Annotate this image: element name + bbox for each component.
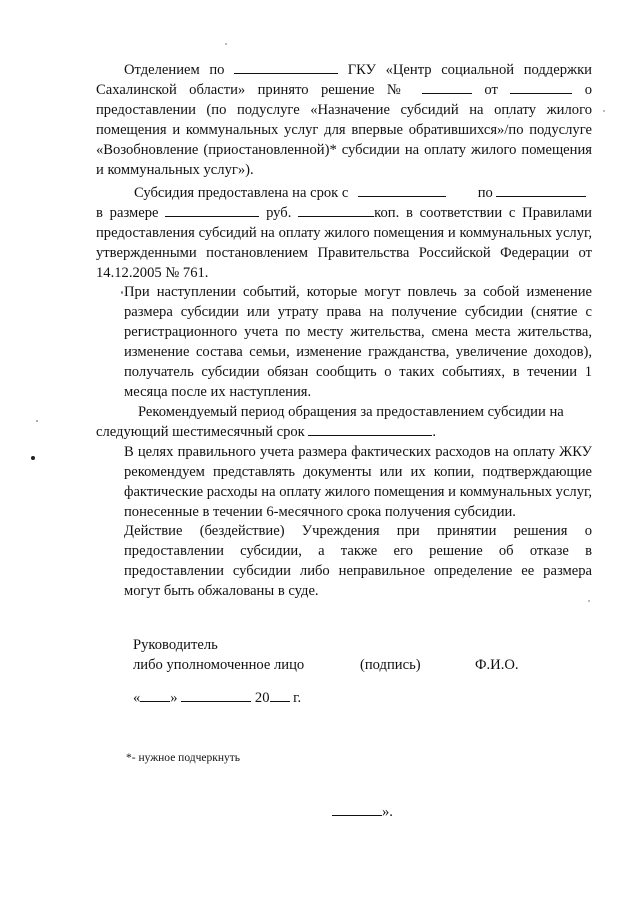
signatory-role	[133, 635, 304, 675]
subsidy-rules-text: предоставления субсидий на оплату жилого помещения и коммунальных услуг, утвержденными постановлением Правительства Российской Федерации от 14.12.2005 № 761.	[96, 225, 592, 281]
text-fragment: .	[432, 424, 437, 440]
quote-close: »	[170, 690, 178, 706]
role-line: либо уполномоченное лицо	[133, 657, 305, 673]
full-name-label: Ф.И.О.	[475, 657, 519, 673]
quote-open: «	[133, 690, 141, 706]
decision-date-blank	[510, 80, 572, 94]
text-fragment: коп. в соответствии с Правилами	[374, 205, 592, 221]
scan-speck	[588, 600, 590, 602]
text-fragment: следующий шестимесячный срок	[96, 424, 305, 440]
footnote: *- нужное подчеркнуть	[126, 752, 241, 764]
scan-speck	[121, 291, 123, 294]
text-fragment: ГКУ «Центр социальной поддержки	[347, 62, 592, 78]
term-start-blank	[358, 183, 446, 197]
department-blank	[234, 60, 338, 74]
period-blank	[308, 422, 432, 436]
text-fragment: Субсидия предоставлена на срок с	[134, 185, 349, 201]
scan-speck	[225, 43, 227, 45]
role-line: Руководитель	[133, 637, 218, 653]
date-line	[133, 688, 301, 708]
text-fragment: Отделением по	[124, 62, 225, 78]
scan-speck	[36, 420, 38, 422]
signature-label: (подпись)	[360, 657, 421, 673]
year-prefix: 20	[254, 690, 270, 706]
scan-speck	[31, 456, 35, 460]
amount-rub-blank	[165, 203, 259, 217]
obligations-paragraph: При наступлении событий, которые могут повлечь за собой изменение размера субсидии или утрату права на получение субсидии (снятие с регистрационного учета по месту жительства, смена места жительства, изменение состава семьи, изменение гражданства, увеличение доходов), получатель субсидии обязан сообщить о таких событиях, в течении 1 месяца после их наступления.	[124, 284, 592, 400]
text-fragment: от	[484, 82, 498, 98]
subsidy-term-paragraph	[96, 183, 592, 283]
recommended-period-paragraph	[96, 402, 592, 442]
day-blank	[140, 688, 170, 702]
scan-speck	[603, 110, 605, 112]
text-fragment: по	[477, 185, 493, 201]
expense-docs-paragraph: В целях правильного учета размера фактических расходов на оплату ЖКУ рекомендуем представлять документы или их копии, подтверждающие фактические расходы на оплату жилого помещения и коммунальных услуг, понесенные в течении 6-месячного срока получения субсидии.	[124, 444, 592, 520]
text-fragment: руб.	[266, 205, 292, 221]
text-fragment: Рекомендуемый период обращения за предоставлением субсидии на	[138, 404, 564, 420]
scan-speck	[508, 116, 510, 118]
decision-details: предоставлении (по подуслуге «Назначение субсидий на оплату жилого помещения и коммунальных услуг для впервые обратившихся»/по подуслуге «Возобновление (приостановленной)* субсидии на оплату жилого помещения и коммунальных услуг»).	[96, 102, 592, 178]
term-end-blank	[496, 183, 586, 197]
month-blank	[181, 688, 251, 702]
decision-number-blank	[422, 80, 472, 94]
text-fragment: Сахалинской области» принято решение №	[96, 82, 410, 98]
closing-fragment	[332, 802, 393, 822]
text-fragment: о	[584, 82, 593, 98]
appeal-paragraph: Действие (бездействие) Учреждения при принятии решения о предоставлении субсидии, а также его решение об отказе в предоставлении субсидии либо неправильное определение ее размера могут быть обжалованы в суде.	[124, 523, 592, 599]
text-fragment: в размере	[96, 205, 159, 221]
year-suffix: г.	[293, 690, 302, 706]
closing-text: ».	[382, 804, 393, 820]
decision-paragraph	[96, 60, 592, 180]
closing-blank	[332, 802, 382, 816]
amount-kop-blank	[298, 203, 374, 217]
year-blank	[270, 688, 290, 702]
